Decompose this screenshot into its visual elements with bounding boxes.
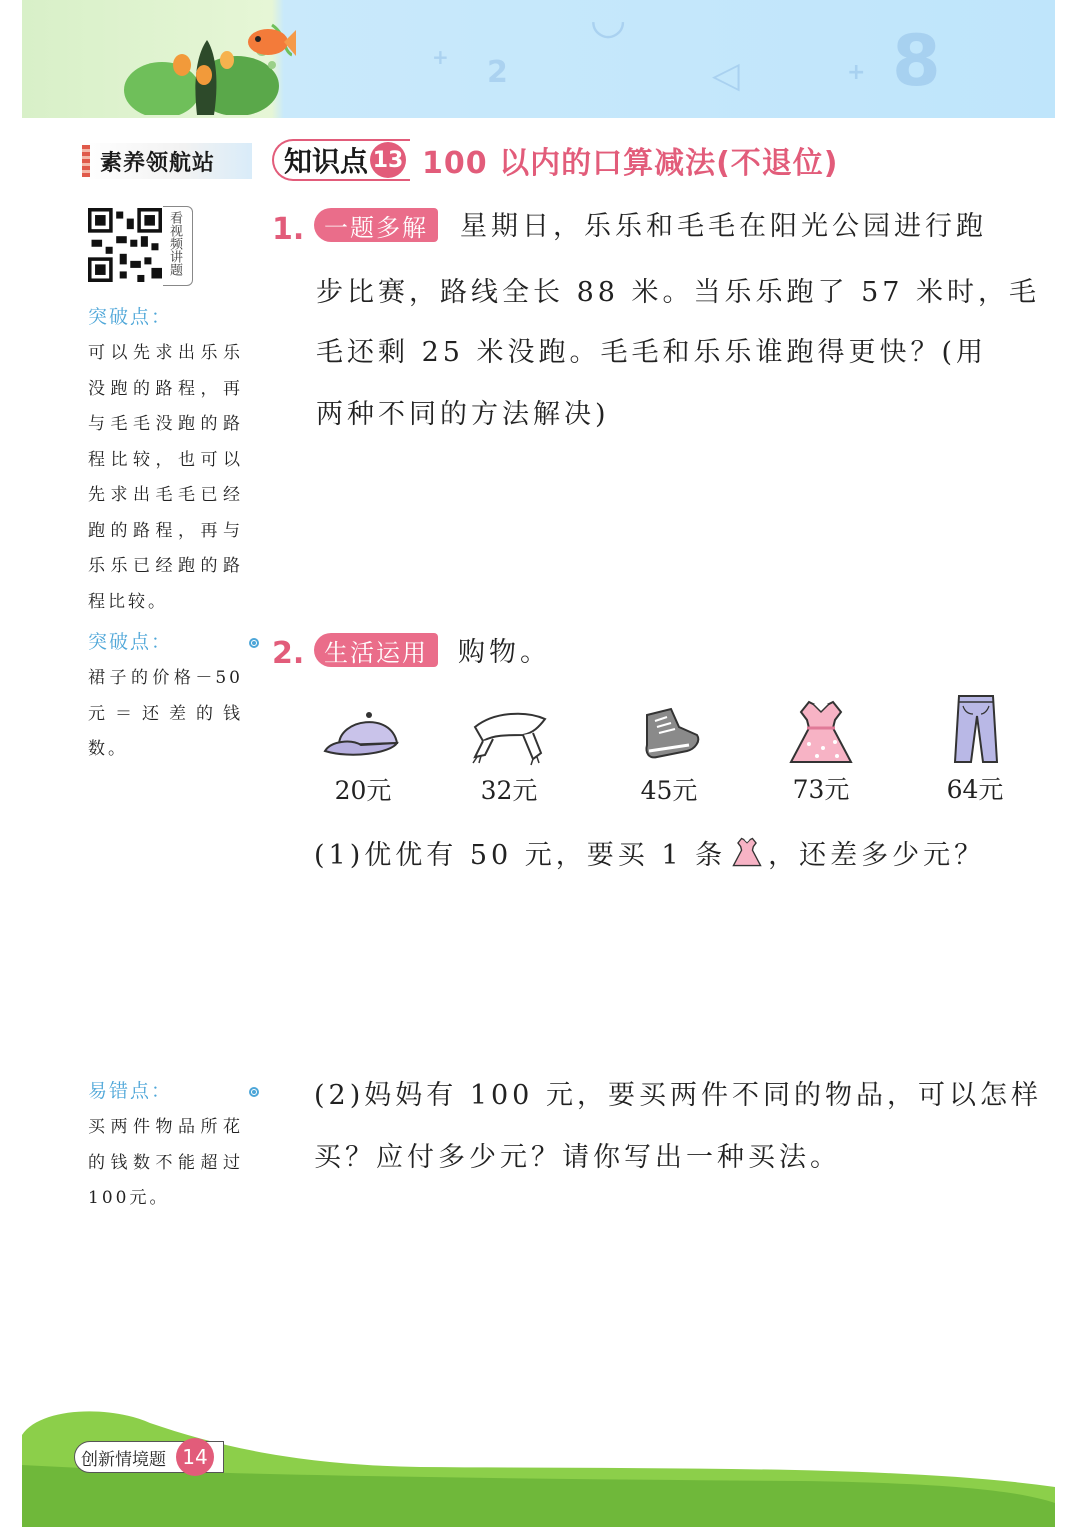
fish-icon	[244, 22, 296, 64]
note-title-breakthrough-2: 突破点：	[88, 631, 173, 653]
banner-glyph: 2	[487, 55, 508, 90]
question-2-sub-2-line-2: 买？应付多少元？请你写出一种买法。	[314, 1142, 841, 1173]
cap-icon	[321, 705, 405, 767]
qr-video-label[interactable]	[163, 206, 193, 286]
question-2-number: 2.	[272, 636, 305, 671]
note-text-mistake: 买两件物品所花的钱数不能超过100元。	[88, 1117, 243, 1208]
banner-glyph: +	[847, 60, 866, 85]
badge-bar	[82, 145, 90, 177]
knowledge-point-header	[272, 138, 839, 182]
item-sneaker	[624, 705, 714, 807]
sidebar-badge	[82, 143, 252, 179]
question-2-sub-1	[314, 830, 985, 874]
footer-label: 创新情境题	[81, 1449, 166, 1470]
knowledge-point-title: 100 以内的口算减法(不退位)	[422, 146, 839, 181]
question-2-tag: 生活运用	[314, 633, 438, 667]
knowledge-point-label: 知识点	[284, 145, 369, 178]
question-1-line-3: 毛还剩 25 米没跑。毛毛和乐乐谁跑得更快？(用	[316, 337, 988, 368]
item-price-sneaker: 45元	[640, 776, 698, 805]
item-scarf	[464, 705, 554, 807]
banner-glyph: 8	[892, 20, 941, 102]
question-2-sub-1-before: (1)优优有 50 元，要买 1 条	[314, 839, 727, 871]
question-2-sub-1-after: ，还差多少元？	[768, 839, 986, 871]
item-price-cap: 20元	[334, 776, 392, 805]
question-1-number: 1.	[272, 212, 305, 247]
page-number: 14	[176, 1438, 214, 1476]
note-title-mistake: 易错点：	[88, 1080, 173, 1102]
dress-inline-icon	[728, 830, 766, 874]
qr-code-icon[interactable]	[88, 208, 162, 282]
item-dress	[776, 698, 866, 806]
sneaker-icon	[627, 705, 711, 767]
scarf-icon	[467, 705, 551, 767]
question-2-sub-2-line-1: (2)妈妈有 100 元，要买两件不同的物品，可以怎样	[314, 1080, 1042, 1111]
page-edge	[1055, 0, 1080, 1527]
question-2-intro: 购物。	[458, 637, 551, 668]
item-price-pants: 64元	[946, 775, 1004, 804]
dress-icon	[779, 698, 863, 766]
marker-icon	[249, 638, 259, 648]
sidebar-badge-label: 素养领航站	[100, 150, 216, 176]
banner-glyph: ◁	[712, 55, 740, 96]
note-text-breakthrough-2: 裙子的价格－50元＝还差的钱数。	[88, 668, 243, 759]
banner-glyph: ◡	[592, 0, 625, 43]
qr-video-text: 看视频讲题	[167, 211, 182, 276]
question-1-line-4: 两种不同的方法解决)	[316, 399, 610, 430]
item-price-dress: 73元	[792, 775, 850, 804]
knowledge-point-pill	[272, 139, 410, 181]
note-text-breakthrough-1: 可以先求出乐乐没跑的路程，再与毛毛没跑的路程比较，也可以先求出毛毛已经跑的路程，再与乐乐已经跑的路程比较。	[88, 343, 243, 612]
banner-glyph: +	[432, 45, 449, 69]
top-banner	[22, 0, 1055, 118]
item-cap	[318, 705, 408, 807]
pants-icon	[933, 692, 1017, 766]
note-title-breakthrough-1: 突破点：	[88, 306, 173, 328]
item-pants	[930, 692, 1020, 806]
marker-icon	[249, 1087, 259, 1097]
question-1-line-2: 步比赛，路线全长 88 米。当乐乐跑了 57 米时，毛	[316, 277, 1041, 308]
knowledge-point-number: 13	[370, 142, 406, 178]
question-1-tag: 一题多解	[314, 208, 438, 242]
question-1-line-1: 星期日，乐乐和毛毛在阳光公园进行跑	[460, 211, 987, 242]
item-price-scarf: 32元	[480, 776, 538, 805]
